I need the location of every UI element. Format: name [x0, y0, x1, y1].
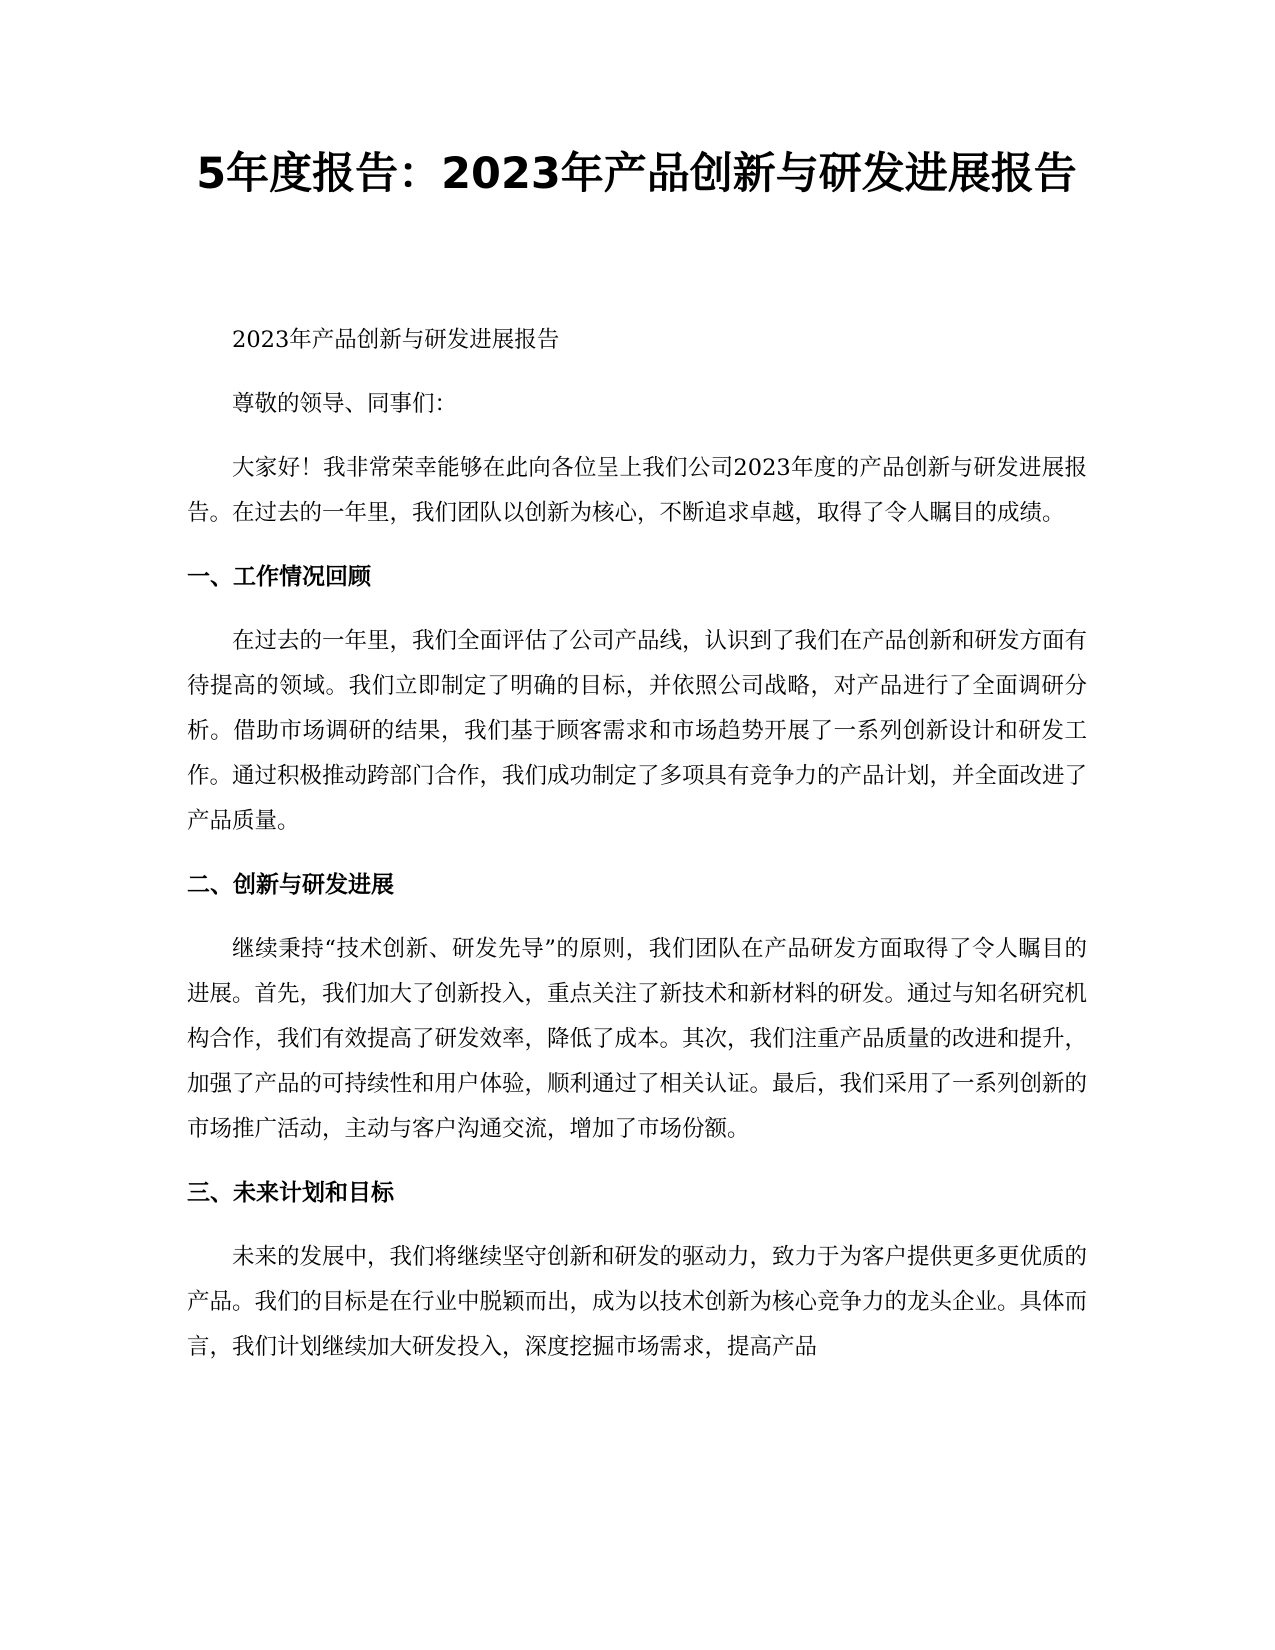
section-body-review: 在过去的一年里，我们全面评估了公司产品线，认识到了我们在产品创新和研发方面有待提高的领域。我们立即制定了明确的目标，并依照公司战略，对产品进行了全面调研分析。借助市场调研的结果，我们基于顾客需求和市场趋势开展了一系列创新设计和研发工作。通过积极推动跨部门合作，我们成功制定了多项具有竞争力的产品计划，并全面改进了产品质量。: [187, 628, 1088, 834]
section-heading-future: 三、未来计划和目标: [187, 1180, 394, 1206]
document-title: 5年度报告：2023年产品创新与研发进展报告: [196, 149, 1077, 199]
section-heading-progress: 二、创新与研发进展: [187, 872, 394, 898]
salutation: 尊敬的领导、同事们：: [232, 391, 458, 417]
section-body-future: 未来的发展中，我们将继续坚守创新和研发的驱动力，致力于为客户提供更多更优质的产品。我们的目标是在行业中脱颖而出，成为以技术创新为核心竞争力的龙头企业。具体而言，我们计划继续加大研发投入，深度挖掘市场需求，提高产品: [187, 1244, 1088, 1360]
section-body-progress: 继续秉持“技术创新、研发先导”的原则，我们团队在产品研发方面取得了令人瞩目的进展。首先，我们加大了创新投入，重点关注了新技术和新材料的研发。通过与知名研究机构合作，我们有效提高了研发效率，降低了成本。其次，我们注重产品质量的改进和提升，加强了产品的可持续性和用户体验，顺利通过了相关认证。最后，我们采用了一系列创新的市场推广活动，主动与客户沟通交流，增加了市场份额。: [187, 936, 1088, 1142]
document-body: [187, 318, 1087, 1389]
intro-paragraph: 大家好！我非常荣幸能够在此向各位呈上我们公司2023年度的产品创新与研发进展报告。在过去的一年里，我们团队以创新为核心，不断追求卓越，取得了令人瞩目的成绩。: [187, 455, 1087, 526]
report-subtitle: 2023年产品创新与研发进展报告: [232, 327, 560, 353]
section-heading-review: 一、工作情况回顾: [187, 564, 371, 590]
